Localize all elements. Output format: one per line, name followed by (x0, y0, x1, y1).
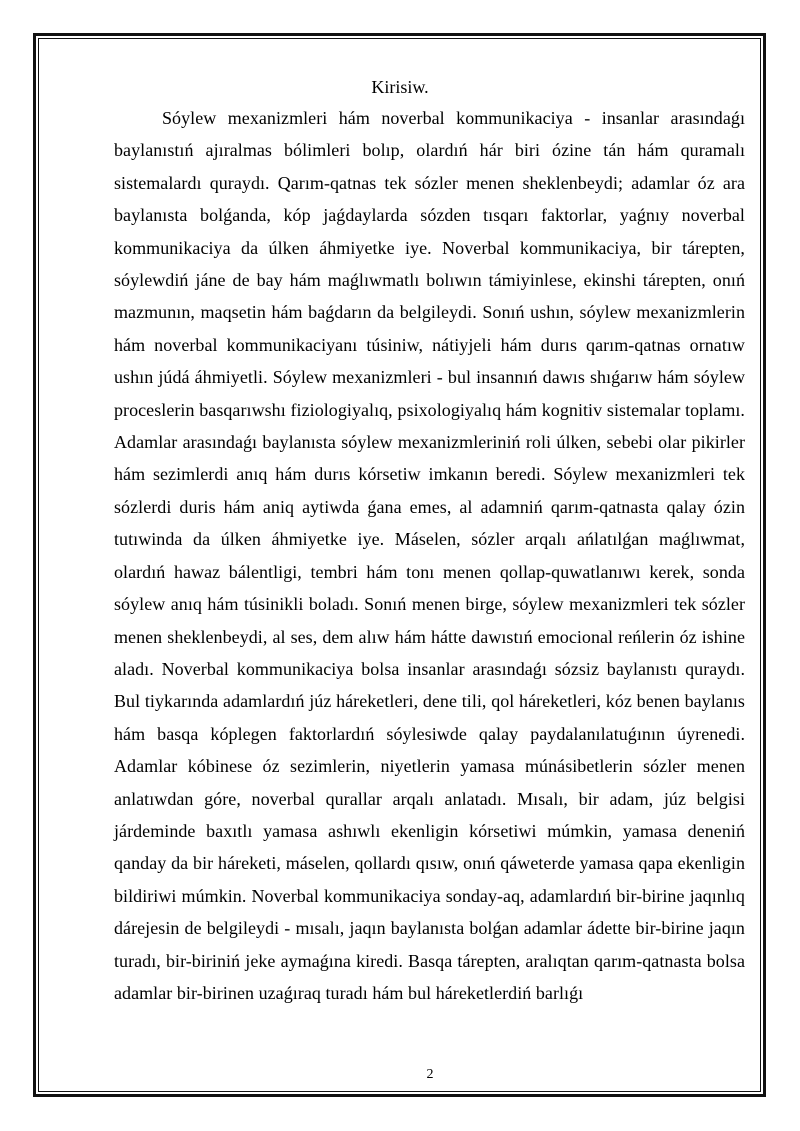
page-number: 2 (426, 1067, 434, 1082)
page-heading: Kirisiw. (371, 77, 429, 97)
body-paragraph: Sóylew mexanizmleri hám noverbal kommunikaciya - insanlar arasındaǵı baylanıstıń ajıralmas bólimleri bolıp, olardıń hár biri ózine tán hám quramalı sistemalardı quraydı. Qarım-qatnas tek sózler menen sheklenbeydi; adamlar óz ara baylanısta bolǵanda, kóp jaǵdaylarda sózden tısqarı faktorlar, yaǵnıy noverbal kommunikaciya da úlken áhmiyetke iye. Noverbal kommunikaciya, bir tárepten, sóylewdiń jáne de bay hám maǵlıwmatlı bolıwın támiyinlese, ekinshi tárepten, onıń mazmunın, maqsetin hám baǵdarın da belgileydi. Sonıń ushın, sóylew mexanizmlerin hám noverbal kommunikaciyanı túsiniw, nátiyjeli hám durıs qarım-qatnas ornatıw ushın júdá áhmiyetli. Sóylew mexanizmleri - bul insannıń dawıs shıǵarıw hám sóylew proceslerin basqarıwshı fiziologiyalıq, psixologiyalıq hám kognitiv sistemalar toplamı. Adamlar arasındaǵı baylanısta sóylew mexanizmleriniń roli úlken, sebebi olar pikirler hám sezimlerdi anıq hám durıs kórsetiw imkanın beredi. Sóylew mexanizmleri tek sózlerdi duris hám aniq aytiwda ǵana emes, al adamniń qarım-qatnasta qalay ózin tutıwinda da úlken áhmiyetke iye. Máselen, sózler arqalı ańlatılǵan maǵlıwmat, olardıń hawaz bálentligi, tembri hám tonı menen qollap-quwatlanıwı kerek, sonda sóylew anıq hám túsinikli boladı. Sonıń menen birge, sóylew mexanizmleri tek sózler menen sheklenbeydi, al ses, dem alıw hám hátte dawıstıń emocional reńlerin óz ishine aladı. Noverbal kommunikaciya bolsa insanlar arasındaǵı sózsiz baylanıstı quraydı. Bul tiykarında adamlardıń júz háreketleri, dene tili, qol háreketleri, kóz benen baylanıs hám basqa kóplegen faktorlardıń sóylesiwde qalay paydalanılatuǵının úyrenedi. Adamlar kóbinese óz sezimlerin, niyetlerin yamasa múnásibetlerin sózler menen anlatıwdan góre, noverbal qurallar arqalı anlatadı. Mısalı, bir adam, júz belgisi járdeminde baxıtlı yamasa ashıwlı ekenligin kórsetiwi múmkin, yamasa deneniń qanday da bir háreketi, máselen, qollardı qısıw, onıń qáweterde yamasa qapa ekenligin bildiriwi múmkin. Noverbal kommunikaciya sonday-aq, adamlardıń bir-birine jaqınlıq dárejesin de belgileydi - mısalı, jaqın baylanısta bolǵan adamlar ádette bir-birine jaqın turadı, bir-biriniń jeke aymaǵına kiredi. Basqa tárepten, aralıqtan qarım-qatnasta bolsa adamlar bir-birinen uzaǵıraq turadı hám bul háreketlerdiń barlıǵı (114, 108, 745, 1003)
